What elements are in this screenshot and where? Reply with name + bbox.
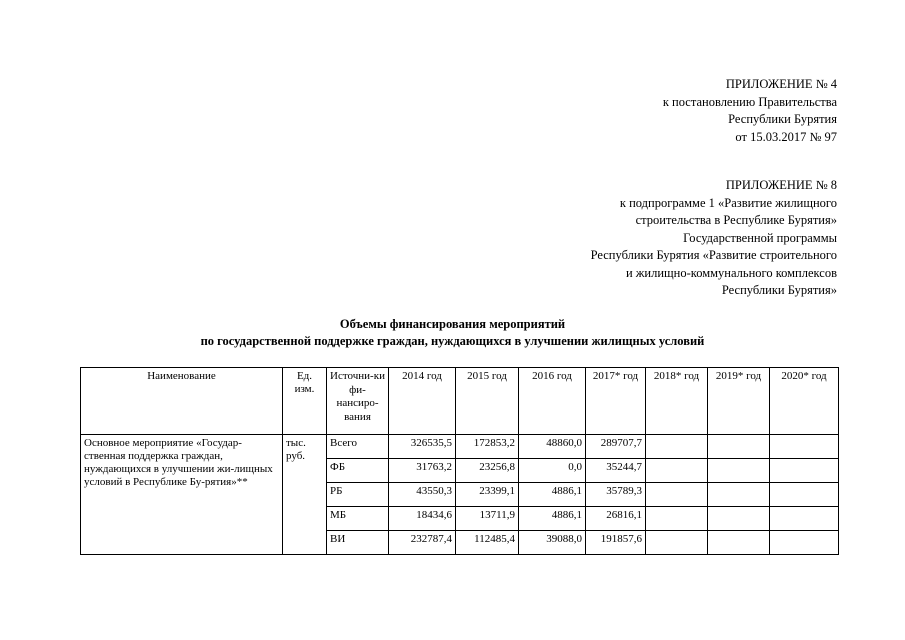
header-2016: 2016 год xyxy=(519,368,586,435)
appendix-8-line: и жилищно-коммунального комплексов xyxy=(625,265,837,280)
value-2014: 31763,2 xyxy=(389,459,456,483)
appendix-4-header xyxy=(663,76,837,146)
value-2015: 23399,1 xyxy=(456,483,519,507)
appendix-8-line: ПРИЛОЖЕНИЕ № 8 xyxy=(725,178,837,192)
value-2014: 43550,3 xyxy=(389,483,456,507)
value-2019 xyxy=(708,435,770,459)
value-2016: 4886,1 xyxy=(519,483,586,507)
value-2017: 191857,6 xyxy=(586,531,646,555)
value-2015: 172853,2 xyxy=(456,435,519,459)
header-2019: 2019* год xyxy=(708,368,770,435)
value-2014: 18434,6 xyxy=(389,507,456,531)
value-2020 xyxy=(770,531,839,555)
header-unit: Ед. изм. xyxy=(283,368,327,435)
value-2017: 35789,3 xyxy=(586,483,646,507)
value-2017: 26816,1 xyxy=(586,507,646,531)
value-2018 xyxy=(646,483,708,507)
header-2014: 2014 год xyxy=(389,368,456,435)
header-source: Источни-ки фи-нансиро-вания xyxy=(327,368,389,435)
appendix-8-line: Республики Бурятия» xyxy=(721,283,837,297)
item-unit-cell: тыс. руб. xyxy=(283,435,327,555)
table-header-row xyxy=(81,368,839,435)
value-2020 xyxy=(770,507,839,531)
header-2015: 2015 год xyxy=(456,368,519,435)
value-2016: 39088,0 xyxy=(519,531,586,555)
value-2016: 48860,0 xyxy=(519,435,586,459)
value-2018 xyxy=(646,459,708,483)
value-2018 xyxy=(646,531,708,555)
appendix-8-line: строительства в Республике Бурятия» xyxy=(635,213,837,227)
value-2014: 232787,4 xyxy=(389,531,456,555)
value-2019 xyxy=(708,507,770,531)
value-2019 xyxy=(708,531,770,555)
value-2015: 112485,4 xyxy=(456,531,519,555)
appendix-4-line: Республики Бурятия xyxy=(728,112,837,126)
financing-table xyxy=(80,367,839,555)
value-2016: 0,0 xyxy=(519,459,586,483)
header-2017: 2017* год xyxy=(586,368,646,435)
title-line-1: Объемы финансирования мероприятий xyxy=(339,317,566,331)
value-2014: 326535,5 xyxy=(389,435,456,459)
value-2017: 289707,7 xyxy=(586,435,646,459)
header-name: Наименование xyxy=(81,368,283,435)
table-row xyxy=(81,435,839,459)
value-2019 xyxy=(708,483,770,507)
value-2020 xyxy=(770,435,839,459)
value-2016: 4886,1 xyxy=(519,507,586,531)
header-2020: 2020* год xyxy=(770,368,839,435)
source-cell: Всего xyxy=(327,435,389,459)
source-cell: МБ xyxy=(327,507,389,531)
appendix-4-line: ПРИЛОЖЕНИЕ № 4 xyxy=(725,77,837,91)
appendix-8-line: Государственной программы xyxy=(683,230,837,245)
header-2018: 2018* год xyxy=(646,368,708,435)
appendix-4-line: к постановлению Правительства xyxy=(662,94,837,109)
appendix-8-header xyxy=(591,177,837,300)
appendix-8-line: Республики Бурятия «Развитие строительного xyxy=(590,248,837,262)
value-2018 xyxy=(646,435,708,459)
value-2020 xyxy=(770,459,839,483)
document-title xyxy=(0,316,905,350)
appendix-4-line: от 15.03.2017 № 97 xyxy=(735,129,837,144)
source-cell: РБ xyxy=(327,483,389,507)
value-2019 xyxy=(708,459,770,483)
value-2015: 13711,9 xyxy=(456,507,519,531)
source-cell: ФБ xyxy=(327,459,389,483)
source-cell: ВИ xyxy=(327,531,389,555)
appendix-8-line: к подпрограмме 1 «Развитие жилищного xyxy=(619,195,837,210)
value-2015: 23256,8 xyxy=(456,459,519,483)
value-2020 xyxy=(770,483,839,507)
value-2017: 35244,7 xyxy=(586,459,646,483)
title-line-2: по государственной поддержке граждан, нуждающихся в улучшении жилищных условий xyxy=(200,334,705,348)
value-2018 xyxy=(646,507,708,531)
item-name-cell: Основное мероприятие «Государ-ственная поддержка граждан, нуждающихся в улучшении жи-лищных условий в Республике Бу-рятия»** xyxy=(81,435,283,555)
